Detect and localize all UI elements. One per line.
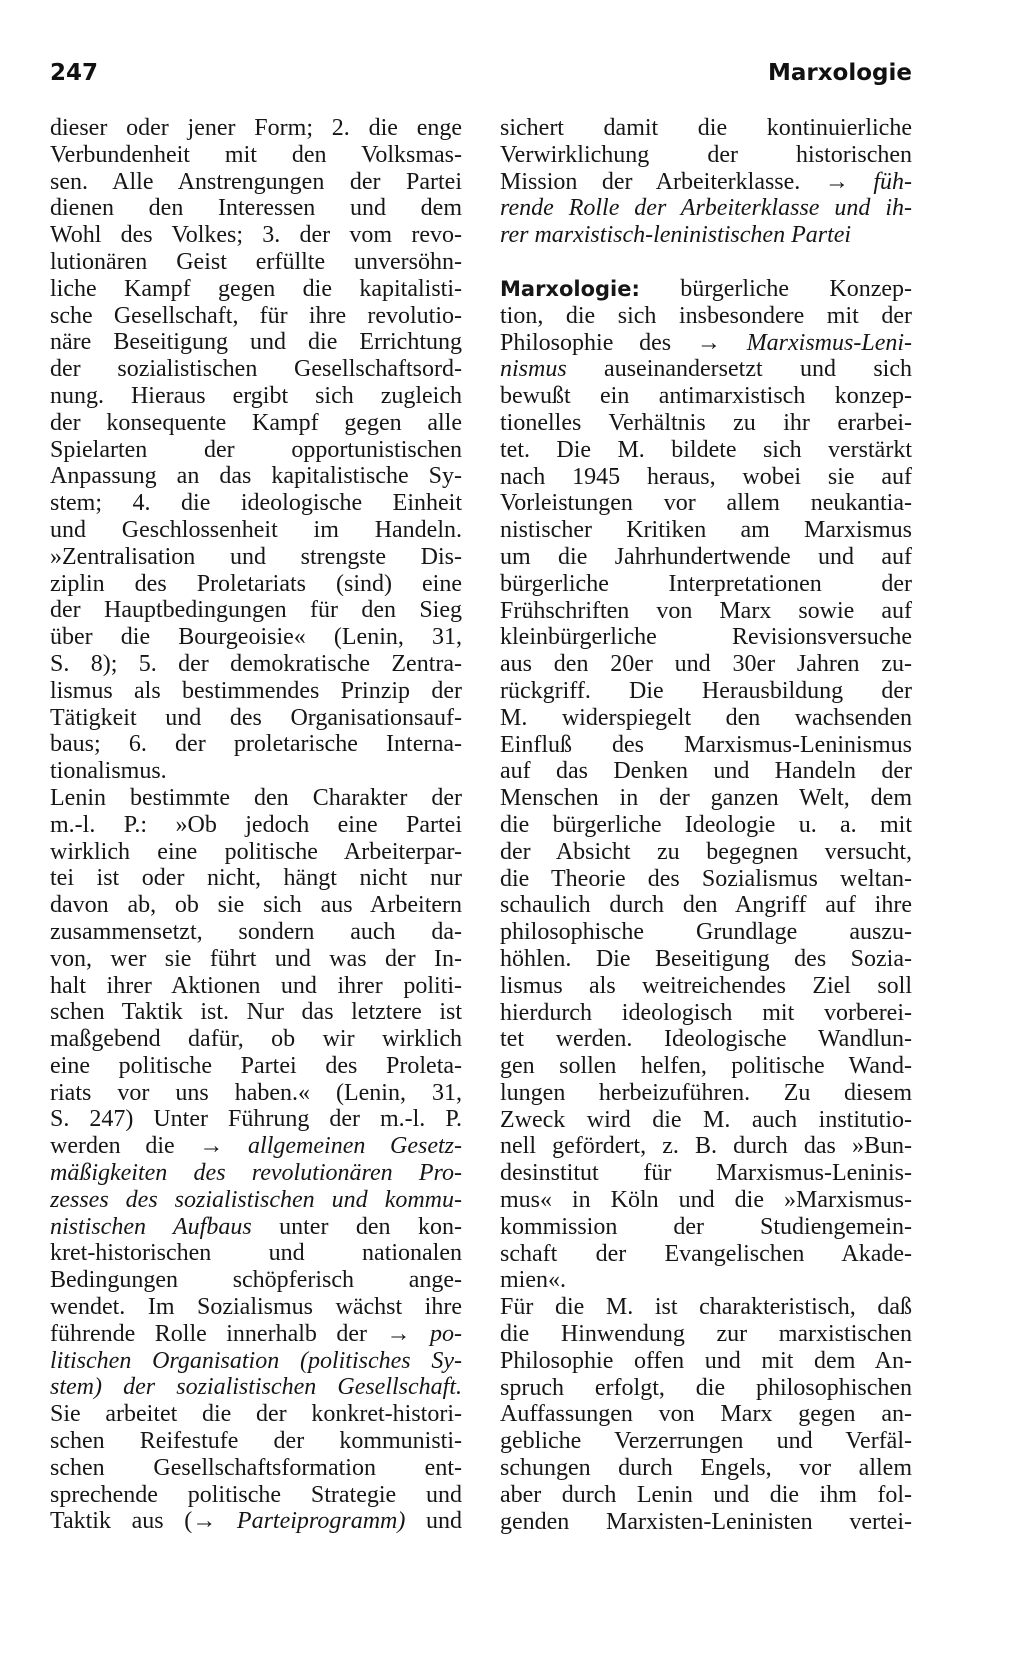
text-line: mien«. [500,1267,566,1294]
text-line: sche Gesellschaft, für ihre revolutio- [50,302,462,329]
text-line: Einfluß des Marxismus-Leninismus [500,731,912,758]
text-line: kret-historischen und nationalen [50,1240,462,1267]
text-line: lutionären Geist erfüllte unversöhn- [50,248,462,275]
text-line: m.-l. P.: »Ob jedoch eine Partei [50,811,462,838]
text-segment: führende Rolle innerhalb der [50,1320,368,1347]
text-line: kommission der Studiengemein- [500,1213,912,1240]
text-line [500,330,912,357]
arrow-icon: → [199,1133,224,1160]
text-line: aber durch Lenin und die ihm fol- [500,1481,912,1508]
text-line: der konsequente Kampf gegen alle [50,409,462,436]
text-line: von, wer sie führt und was der In- [50,945,462,972]
text-line: ziplin des Proletariats (sind) eine [50,570,462,597]
text-line: schen Reifestufe der kommunisti- [50,1428,462,1455]
text-line: sen. Alle Anstrengungen der Partei [50,168,462,195]
text-line: schen Gesellschaftsformation ent- [50,1454,462,1481]
text-line: nell gefördert, z. B. durch das »Bun- [500,1133,912,1160]
text-line [500,222,912,249]
cross-reference: Parteiprogramm) [236,1508,406,1535]
text-line: liche Kampf gegen die kapitalisti- [50,275,462,302]
text-line: S. 8); 5. der demokratische Zentra- [50,650,462,677]
text-line: S. 247) Unter Führung der m.-l. P. [50,1106,462,1133]
text-line: tionelles Verhältnis zu ihr erarbei- [500,409,912,436]
text-line: sprechende politische Strategie und [50,1481,462,1508]
text-line: tion, die sich insbesondere mit der [500,302,912,329]
text-line: kleinbürgerliche Revisionsversuche [500,624,912,651]
arrow-icon: → [386,1320,411,1347]
text-segment: werden die [50,1133,175,1160]
text-line: und Geschlossenheit im Handeln. [50,516,462,543]
text-line: lungen herbeizuführen. Zu diesem [500,1079,912,1106]
text-line: philosophische Grundlage auszu- [500,919,912,946]
text-segment: und [426,1508,462,1535]
cross-reference: rende Rolle der Arbeiterklasse und ih- [500,195,912,222]
text-line: Zweck wird die M. auch institutio- [500,1106,912,1133]
text-line: Bedingungen schöpferisch ange- [50,1267,462,1294]
text-line: stem; 4. die ideologische Einheit [50,490,462,517]
text-line: hierdurch ideologisch mit vorberei- [500,999,912,1026]
text-line: Auffassungen von Marx gegen an- [500,1401,912,1428]
text-line: eine politische Partei des Proleta- [50,1052,462,1079]
text-line: lismus als bestimmendes Prinzip der [50,677,462,704]
text-line: halt ihrer Aktionen und ihrer politi- [50,972,462,999]
text-line: Menschen in der ganzen Welt, dem [500,785,912,812]
page-number: 247 [50,60,99,86]
text-line: Für die M. ist charakteristisch, daß [500,1294,912,1321]
text-segment: bürgerliche Konzep- [680,275,912,302]
text-line: Lenin bestimmte den Charakter der [50,784,462,811]
text-line: wirklich eine politische Arbeiterpar- [50,838,462,865]
text-line: nistischer Kritiken am Marxismus [500,517,912,544]
running-head: Marxologie [767,60,912,86]
text-line: schen Taktik ist. Nur das letztere ist [50,999,462,1026]
text-line: baus; 6. der proletarische Interna- [50,731,462,758]
text-line [50,1348,462,1375]
text-line [500,356,912,383]
entry-separator [500,249,912,276]
cross-reference: nismus [500,356,567,383]
text-line: tet werden. Ideologische Wandlun- [500,1026,912,1053]
arrow-icon: → [824,168,849,195]
text-segment: auseinandersetzt und sich [604,356,912,383]
text-line [50,1187,462,1214]
cross-reference: mäßigkeiten des revolutionären Pro- [50,1160,462,1187]
text-line: Verwirklichung der historischen [500,141,912,168]
text-line: schaulich durch den Angriff auf ihre [500,892,912,919]
text-line [50,1160,462,1187]
text-line: »Zentralisation und strengste Dis- [50,543,462,570]
text-line: auf das Denken und Handeln der [500,758,912,785]
text-line: rückgriff. Die Herausbildung der [500,677,912,704]
text-line: gebliche Verzerrungen und Verfäl- [500,1428,912,1455]
text-line [50,1321,462,1348]
text-line: spruch erfolgt, die philosophischen [500,1374,912,1401]
text-line: um die Jahrhundertwende und auf [500,543,912,570]
text-line [500,169,912,196]
text-line: schaft der Evangelischen Akade- [500,1240,912,1267]
text-line: maßgebend dafür, ob wir wirklich [50,1026,462,1053]
cross-reference: zesses des sozialistischen und kommu- [50,1186,462,1213]
cross-reference: litischen Organisation (politisches Sy- [50,1347,462,1374]
text-line [500,195,912,222]
right-column [500,115,912,1535]
text-line: Wohl des Volkes; 3. der vom revo- [50,222,462,249]
text-line: Vorleistungen vor allem neukantia- [500,490,912,517]
text-line: der Absicht zu begegnen versucht, [500,838,912,865]
text-line: genden Marxisten-Leninisten vertei- [500,1508,912,1535]
text-line: der Hauptbedingungen für den Sieg [50,597,462,624]
text-line: desinstitut für Marxismus-Leninis- [500,1160,912,1187]
text-line [50,1374,462,1401]
arrow-icon: → [696,329,721,356]
arrow-icon: → [192,1508,217,1535]
text-line: Frühschriften von Marx sowie auf [500,597,912,624]
text-line: lismus als weitreichendes Ziel soll [500,972,912,999]
text-line [50,1214,462,1241]
text-segment: Mission der Arbeiterklasse. [500,168,801,195]
text-line: Sie arbeitet die der konkret-histori- [50,1401,462,1428]
text-line: tei ist oder nicht, hängt nicht nur [50,865,462,892]
text-line: nach 1945 heraus, wobei sie auf [500,463,912,490]
text-segment: unter den kon- [279,1213,462,1240]
text-line: M. widerspiegelt den wachsenden [500,704,912,731]
text-line: tionalismus. [50,758,167,785]
cross-reference: allgemeinen Gesetz- [248,1133,462,1160]
text-line [500,276,912,303]
text-line: bewußt ein antimarxistisch konzep- [500,383,912,410]
text-segment: Philosophie des [500,329,672,356]
text-line: bürgerliche Interpretationen der [500,570,912,597]
text-line: riats vor uns haben.« (Lenin, 31, [50,1079,462,1106]
cross-reference: Marxismus-Leni- [746,329,912,356]
text-line: die Hinwendung zur marxistischen [500,1321,912,1348]
cross-reference: nistischen Aufbaus [50,1213,252,1240]
text-line: dienen den Interessen und dem [50,195,462,222]
text-line: Verbundenheit mit den Volksmas- [50,141,462,168]
cross-reference: füh- [873,168,912,195]
text-line: mus« in Köln und die »Marxismus- [500,1187,912,1214]
text-line: gen sollen helfen, politische Wand- [500,1053,912,1080]
left-column [50,115,462,1535]
text-line: Anpassung an das kapitalistische Sy- [50,463,462,490]
text-line [50,1508,462,1535]
text-line: zusammensetzt, sondern auch da- [50,918,462,945]
text-segment: Taktik aus ( [50,1508,193,1535]
text-line: tet. Die M. bildete sich verstärkt [500,436,912,463]
text-line: wendet. Im Sozialismus wächst ihre [50,1294,462,1321]
text-line: dieser oder jener Form; 2. die enge [50,115,462,141]
cross-reference: stem) der sozialistischen Gesellschaft. [50,1374,462,1401]
text-line: nung. Hieraus ergibt sich zugleich [50,382,462,409]
text-line: schungen durch Engels, vor allem [500,1455,912,1482]
entry-headword: Marxologie: [500,276,640,301]
text-line: die Theorie des Sozialismus weltan- [500,865,912,892]
cross-reference: po- [430,1320,462,1347]
text-line: Tätigkeit und des Organisationsauf- [50,704,462,731]
text-line: über die Bourgeoisie« (Lenin, 31, [50,624,462,651]
text-line: sichert damit die kontinuierliche [500,115,912,141]
text-line [50,1133,462,1160]
text-line: näre Beseitigung und die Errichtung [50,329,462,356]
text-line: davon ab, ob sie sich aus Arbeitern [50,892,462,919]
text-line: Philosophie offen und mit dem An- [500,1347,912,1374]
text-line: die bürgerliche Ideologie u. a. mit [500,811,912,838]
text-line: aus den 20er und 30er Jahren zu- [500,651,912,678]
text-line: höhlen. Die Beseitigung des Sozia- [500,945,912,972]
text-line: Spielarten der opportunistischen [50,436,462,463]
text-line: der sozialistischen Gesellschaftsord- [50,356,462,383]
cross-reference: rer marxistisch-leninistischen Partei [500,222,852,249]
